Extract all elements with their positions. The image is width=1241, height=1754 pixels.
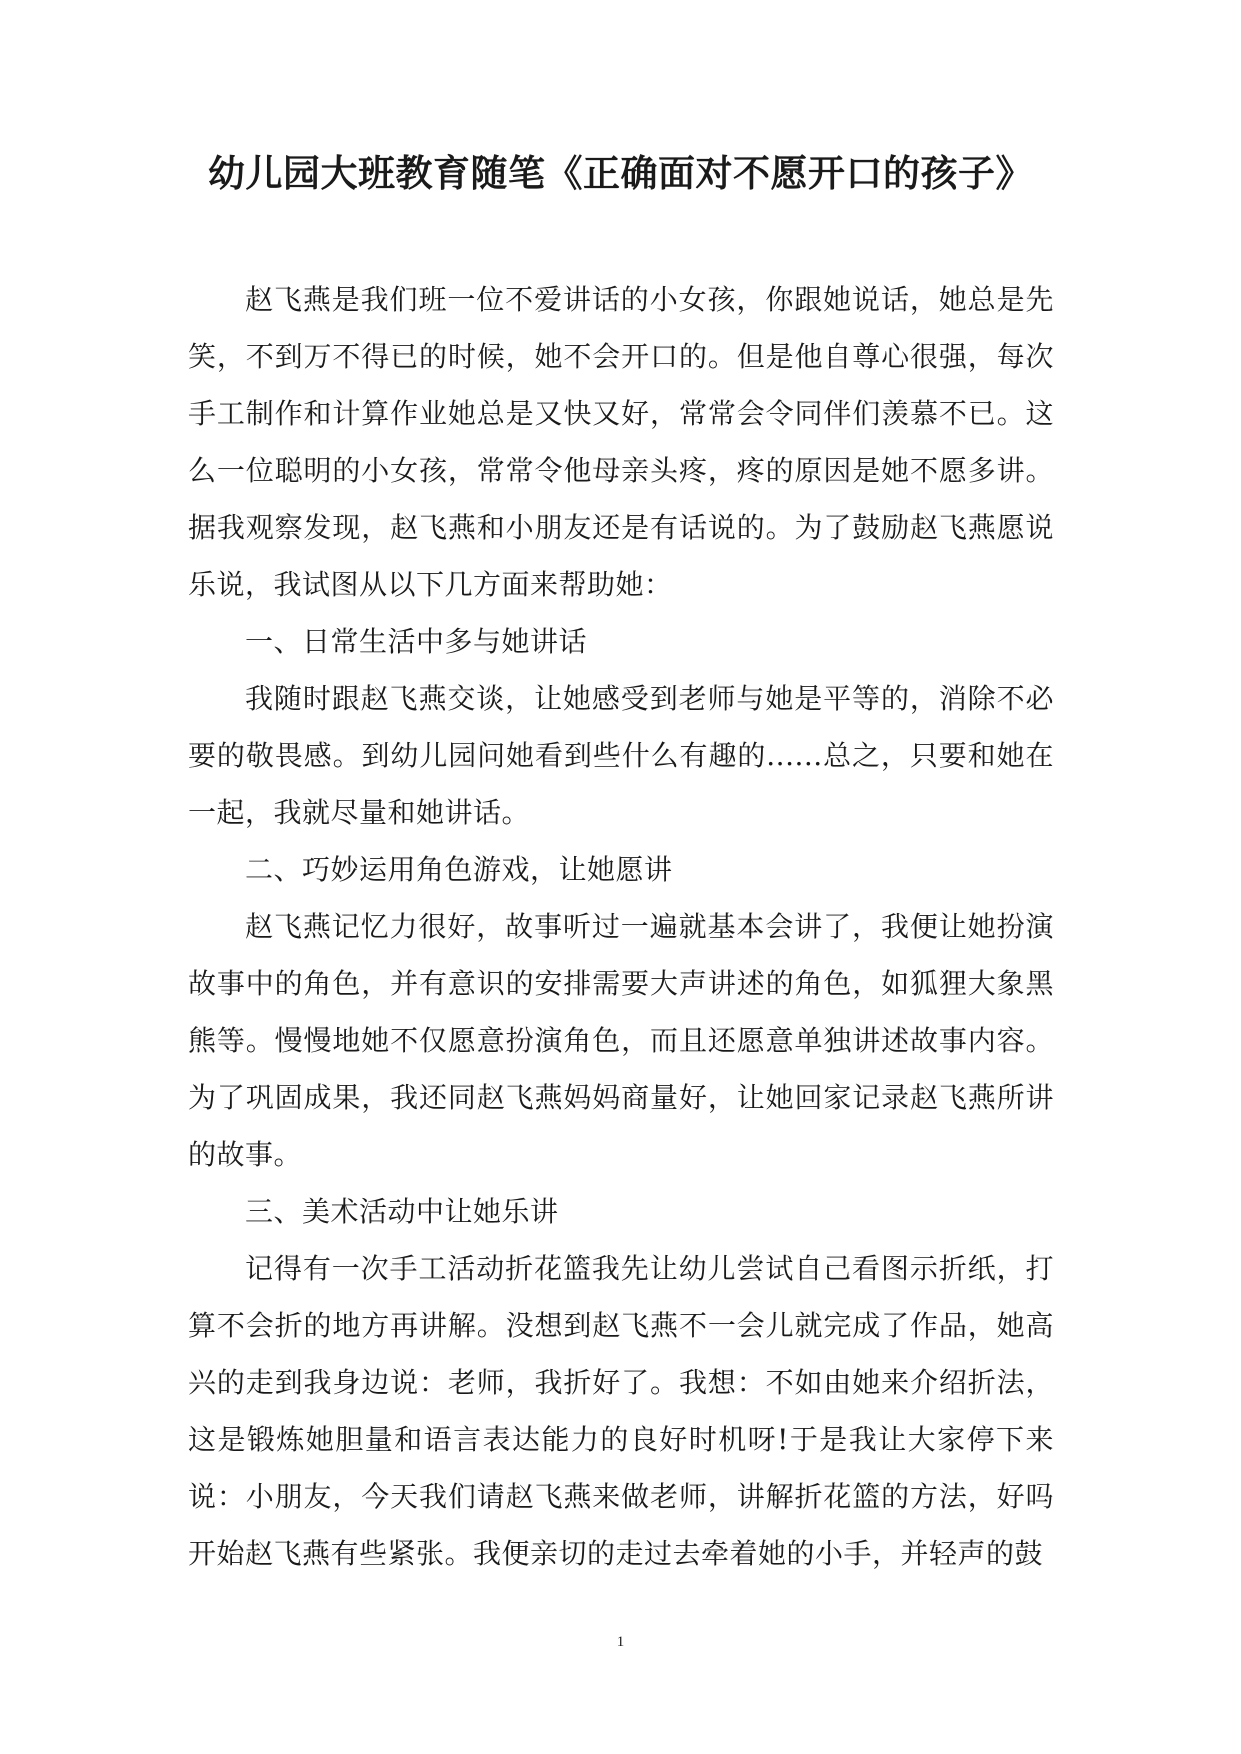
paragraph-section-1: 我随时跟赵飞燕交谈，让她感受到老师与她是平等的，消除不必要的敬畏感。到幼儿园问她看到些什么有趣的......总之，只要和她在一起，我就尽量和她讲话。	[188, 682, 1054, 829]
paragraph-intro: 赵飞燕是我们班一位不爱讲话的小女孩，你跟她说话，她总是先笑，不到万不得已的时候，她不会开口的。但是他自尊心很强，每次手工制作和计算作业她总是又快又好，常常会令同伴们羡慕不已。这么一位聪明的小女孩，常常令他母亲头疼，疼的原因是她不愿多讲。据我观察发现，赵飞燕和小朋友还是有话说的。为了鼓励赵飞燕愿说乐说，我试图从以下几方面来帮助她：	[188, 283, 1054, 601]
section-heading-3: 三、美术活动中让她乐讲	[245, 1195, 559, 1228]
document-title: 幼儿园大班教育随笔《正确面对不愿开口的孩子》	[208, 151, 1033, 195]
section-heading-2: 二、巧妙运用角色游戏，让她愿讲	[245, 853, 673, 886]
section-heading-1: 一、日常生活中多与她讲话	[245, 625, 588, 658]
paragraph-section-2: 赵飞燕记忆力很好，故事听过一遍就基本会讲了，我便让她扮演故事中的角色，并有意识的安排需要大声讲述的角色，如狐狸大象黑熊等。慢慢地她不仅愿意扮演角色，而且还愿意单独讲述故事内容。为了巩固成果，我还同赵飞燕妈妈商量好，让她回家记录赵飞燕所讲的故事。	[188, 910, 1054, 1171]
paragraph-section-3: 记得有一次手工活动折花篮我先让幼儿尝试自己看图示折纸，打算不会折的地方再讲解。没想到赵飞燕不一会儿就完成了作品，她高兴的走到我身边说：老师，我折好了。我想：不如由她来介绍折法，这是锻炼她胆量和语言表达能力的良好时机呀!于是我让大家停下来说：小朋友，今天我们请赵飞燕来做老师，讲解折花篮的方法，好吗开始赵飞燕有些紧张。我便亲切的走过去牵着她的小手，并轻声的鼓	[188, 1252, 1054, 1570]
document-body	[188, 271, 1054, 1582]
page-number: 1	[616, 1634, 625, 1650]
